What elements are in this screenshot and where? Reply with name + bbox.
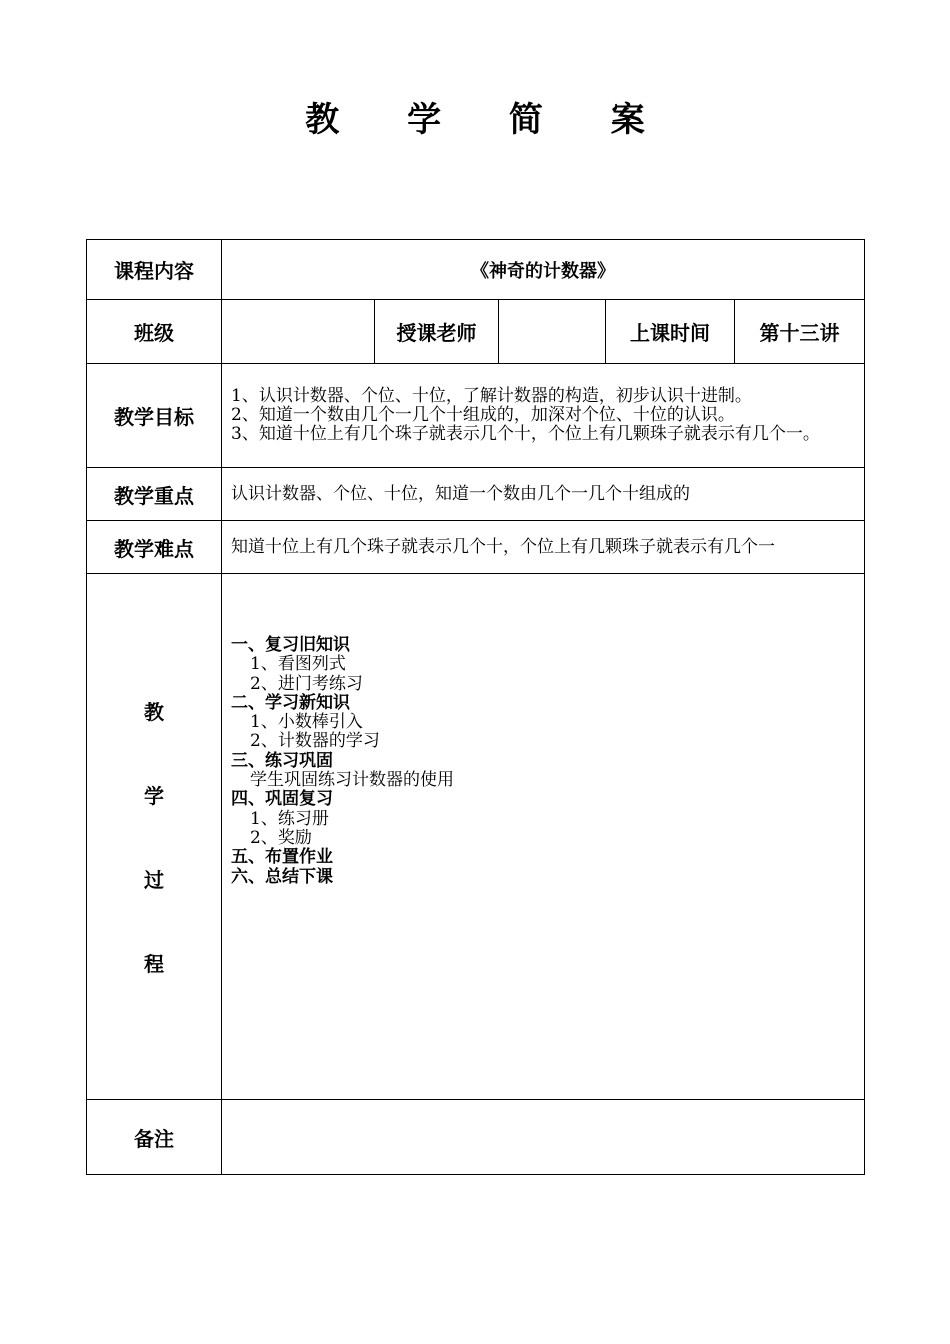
process-item: 1、小数棒引入 (250, 712, 363, 733)
process-label (87, 574, 222, 1100)
course-label: 课程内容 (87, 240, 222, 300)
goal-item: 1、认识计数器、个位、十位，了解计数器的构造，初步认识十进制。 (231, 386, 752, 406)
remarks-row (87, 1100, 865, 1175)
course-row (87, 240, 865, 300)
process-label-char: 学 (144, 784, 164, 808)
process-row (87, 574, 865, 1100)
process-item: 2、计数器的学习 (250, 731, 380, 752)
remarks-label: 备注 (87, 1100, 222, 1175)
process-item: 1、练习册 (250, 808, 329, 829)
process-item: 2、奖励 (250, 827, 312, 848)
info-row (87, 300, 865, 364)
difficult-row (87, 521, 865, 574)
class-value (222, 300, 375, 364)
process-heading: 五、布置作业 (231, 847, 333, 868)
process-heading: 二、学习新知识 (231, 692, 350, 713)
process-heading: 六、总结下课 (231, 866, 333, 887)
goals-row (87, 364, 865, 468)
process-heading: 四、巩固复习 (231, 789, 333, 810)
teacher-label: 授课老师 (375, 300, 499, 364)
goal-item: 2、知道一个数由几个一几个十组成的，加深对个位、十位的认识。 (231, 405, 735, 425)
process-item: 1、看图列式 (250, 654, 346, 675)
process-label-char: 教 (144, 700, 164, 724)
process-label-char: 程 (144, 952, 164, 976)
goal-item: 3、知道十位上有几个珠子就表示几个十，个位上有几颗珠子就表示有几个一。 (231, 424, 820, 444)
time-label: 上课时间 (606, 300, 735, 364)
course-title: 《神奇的计数器》 (222, 240, 865, 300)
teacher-value (499, 300, 606, 364)
key-row (87, 468, 865, 521)
process-heading: 三、练习巩固 (231, 750, 333, 771)
lecture-number: 第十三讲 (735, 300, 865, 364)
page-title: 教 学 简 案 (305, 100, 673, 140)
key-label: 教学重点 (87, 468, 222, 521)
class-label: 班级 (87, 300, 222, 364)
process-item: 学生巩固练习计数器的使用 (250, 770, 454, 791)
difficult-label: 教学难点 (87, 521, 222, 574)
process-heading: 一、复习旧知识 (231, 635, 350, 655)
goals-content (222, 364, 865, 468)
process-content (222, 574, 865, 1100)
process-label-char: 过 (144, 868, 164, 892)
remarks-content (222, 1100, 865, 1175)
difficult-content: 知道十位上有几个珠子就表示几个十，个位上有几颗珠子就表示有几个一 (222, 521, 865, 574)
process-item: 2、进门考练习 (250, 673, 363, 694)
lesson-plan-table (86, 239, 865, 1175)
goals-label: 教学目标 (87, 364, 222, 468)
key-content: 认识计数器、个位、十位，知道一个数由几个一几个十组成的 (222, 468, 865, 521)
